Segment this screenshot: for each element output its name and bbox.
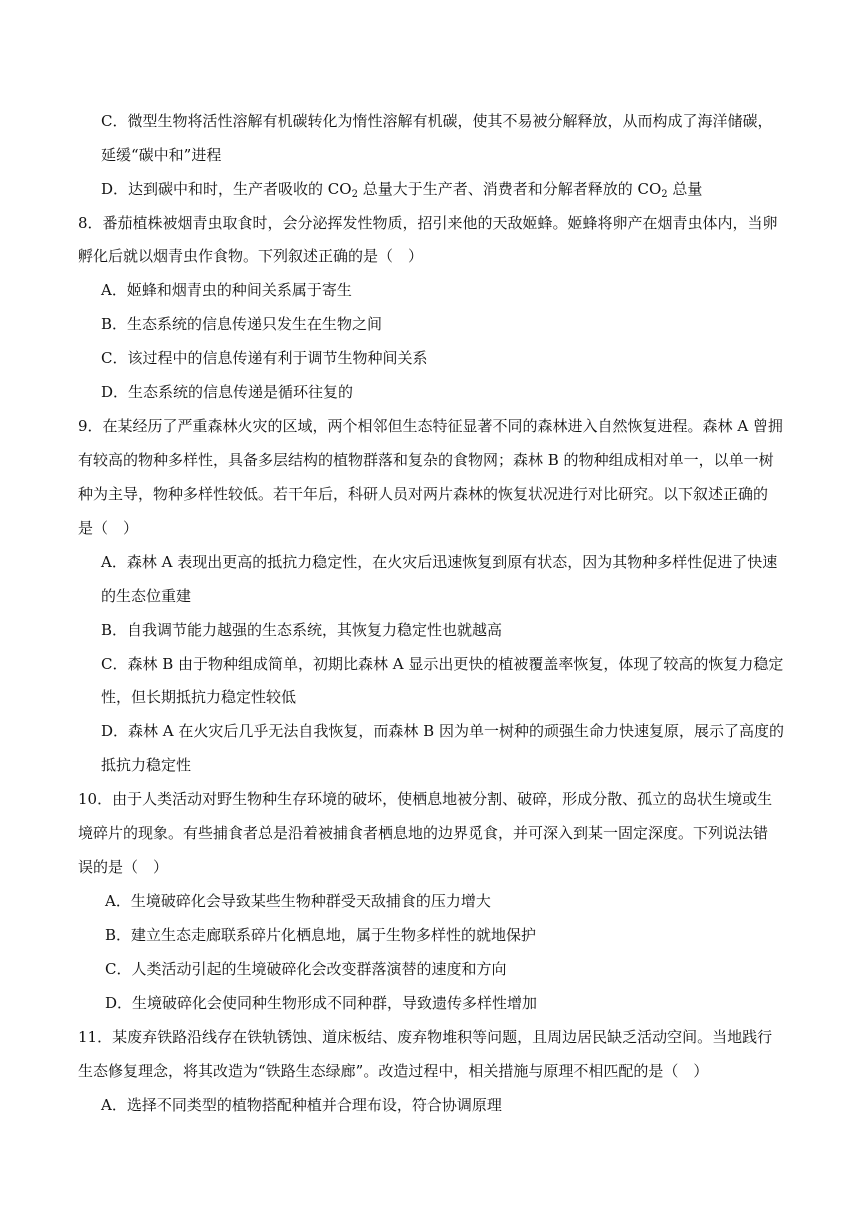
q7-option-c-line1: C．微型生物将活性溶解有机碳转化为惰性溶解有机碳，使其不易被分解释放，从而构成了海洋储碳， <box>101 112 773 130</box>
q9-option-c-line2: 性，但长期抵抗力稳定性较低 <box>101 688 297 706</box>
q7-option-d <box>101 179 702 199</box>
q10-option-d: D．生境破碎化会使同种生物形成不同种群，导致遗传多样性增加 <box>105 994 538 1012</box>
q8-option-d: D．生态系统的信息传递是循环往复的 <box>101 383 354 401</box>
q9-option-d-line2: 抵抗力稳定性 <box>101 756 192 774</box>
q9-option-c-line1: C．森林 B 由于物种组成简单，初期比森林 A 显示出更快的植被覆盖率恢复，体现了较高的恢复力稳定 <box>101 655 784 673</box>
q10-option-c: C．人类活动引起的生境破碎化会改变群落演替的速度和方向 <box>105 960 507 978</box>
q9-stem-line4: 是（ ） <box>78 519 139 537</box>
q7-option-d-sub-1: 2 <box>351 189 358 200</box>
q7-option-c-line2: 延缓“碳中和”进程 <box>101 146 222 164</box>
q7-option-d-text-2: 总量大于生产者、消费者和分解者释放的 CO <box>357 180 662 198</box>
q9-option-b: B．自我调节能力越强的生态系统，其恢复力稳定性也就越高 <box>101 621 503 639</box>
q10-stem-line1: 10．由于人类活动对野生物种生存环境的破坏，使栖息地被分割、破碎，形成分散、孤立的岛状生境或生 <box>78 790 773 808</box>
q11-stem-line2: 生态修复理念，将其改造为“铁路生态绿廊”。改造过程中，相关措施与原理不相匹配的是（ ） <box>78 1062 709 1080</box>
q10-stem-line2: 境碎片的现象。有些捕食者总是沿着被捕食者栖息地的边界觅食，并可深入到某一固定深度。下列说法错 <box>78 824 769 842</box>
q11-stem-line1: 11．某废弃铁路沿线存在铁轨锈蚀、道床板结、废弃物堆积等问题，且周边居民缺乏活动空间。当地践行 <box>78 1028 773 1046</box>
q11-option-a: A．选择不同类型的植物搭配种植并合理布设，符合协调原理 <box>101 1096 502 1114</box>
q7-option-d-sub-2: 2 <box>661 189 668 200</box>
q9-stem-line3: 种为主导，物种多样性较低。若干年后，科研人员对两片森林的恢复状况进行对比研究。以下叙述正确的 <box>78 485 769 503</box>
q8-stem-line2: 孵化后就以烟青虫作食物。下列叙述正确的是（ ） <box>78 247 424 265</box>
q9-stem-line2: 有较高的物种多样性，具备多层结构的植物群落和复杂的食物网；森林 B 的物种组成相对单一，以单一树 <box>78 451 774 469</box>
q9-stem-line1: 9．在某经历了严重森林火灾的区域，两个相邻但生态特征显著不同的森林进入自然恢复进程。森林 A 曾拥 <box>78 417 783 435</box>
q9-option-a-line1: A．森林 A 表现出更高的抵抗力稳定性，在火灾后迅速恢复到原有状态，因为其物种多样性促进了快速 <box>101 553 778 571</box>
q10-option-b: B．建立生态走廊联系碎片化栖息地，属于生物多样性的就地保护 <box>105 926 537 944</box>
q7-option-d-text-3: 总量 <box>667 180 703 198</box>
q9-option-d-line1: D．森林 A 在火灾后几乎无法自我恢复，而森林 B 因为单一树种的顽强生命力快速复原，展示了高度的 <box>101 722 784 740</box>
q8-option-c: C．该过程中的信息传递有利于调节生物种间关系 <box>101 349 428 367</box>
q8-option-a: A．姬蜂和烟青虫的种间关系属于寄生 <box>101 281 352 299</box>
q10-option-a: A．生境破碎化会导致某些生物种群受天敌捕食的压力增大 <box>105 892 491 910</box>
q10-stem-line3: 误的是（ ） <box>78 858 169 876</box>
q8-option-b: B．生态系统的信息传递只发生在生物之间 <box>101 315 383 333</box>
q8-stem-line1: 8．番茄植株被烟青虫取食时，会分泌挥发性物质，招引来他的天敌姬蜂。姬蜂将卵产在烟青虫体内，当卵 <box>78 214 778 232</box>
q7-option-d-text-1: D．达到碳中和时，生产者吸收的 CO <box>101 180 352 198</box>
q9-option-a-line2: 的生态位重建 <box>101 587 192 605</box>
